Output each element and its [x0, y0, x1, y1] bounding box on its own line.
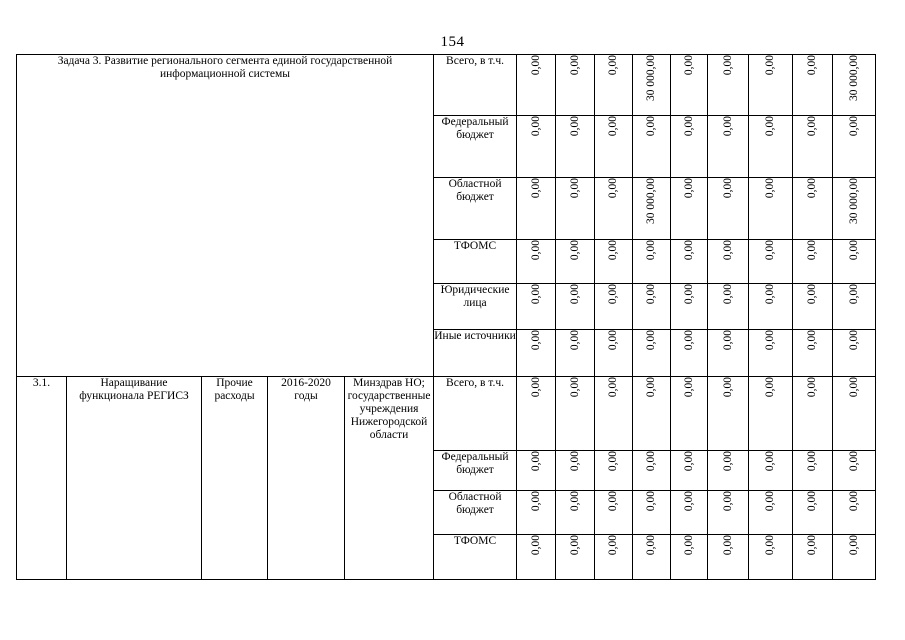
funding-source: Юридические лица — [434, 284, 517, 330]
amount-value: 0,00 — [721, 491, 734, 512]
amount-value: 0,00 — [682, 491, 695, 512]
expense-type: Прочие расходы — [202, 377, 268, 580]
amount-cell — [556, 491, 595, 535]
amount-value: 0,00 — [806, 240, 819, 261]
amount-value: 0,00 — [529, 491, 542, 512]
amount-value: 0,00 — [764, 491, 777, 512]
amount-cell — [833, 240, 876, 284]
amount-cell — [749, 535, 793, 580]
amount-value: 0,00 — [682, 55, 695, 76]
amount-cell — [517, 55, 556, 116]
funding-source: Федеральный бюджет — [434, 451, 517, 491]
amount-value: 0,00 — [847, 535, 860, 556]
amount-cell — [749, 178, 793, 240]
amount-cell — [833, 178, 876, 240]
amount-cell — [708, 116, 749, 178]
amount-cell — [556, 535, 595, 580]
amount-cell — [708, 284, 749, 330]
amount-value: 0,00 — [568, 535, 581, 556]
amount-cell — [556, 451, 595, 491]
funding-source: ТФОМС — [434, 535, 517, 580]
amount-cell — [595, 240, 633, 284]
amount-value: 0,00 — [847, 451, 860, 472]
amount-value: 0,00 — [529, 377, 542, 398]
amount-value: 0,00 — [607, 178, 620, 199]
task-title: Задача 3. Развитие регионального сегмента единой государственной информационной системы — [17, 55, 434, 377]
amount-value: 0,00 — [607, 451, 620, 472]
amount-value: 0,00 — [806, 55, 819, 76]
measure-row — [17, 377, 876, 451]
amount-value: 0,00 — [764, 240, 777, 261]
amount-value: 0,00 — [721, 55, 734, 76]
funding-source: ТФОМС — [434, 240, 517, 284]
amount-value: 0,00 — [568, 491, 581, 512]
amount-cell — [671, 284, 708, 330]
amount-value: 0,00 — [721, 535, 734, 556]
amount-value: 0,00 — [645, 330, 658, 351]
amount-value: 0,00 — [721, 240, 734, 261]
amount-cell — [671, 178, 708, 240]
amount-value: 0,00 — [607, 330, 620, 351]
amount-cell — [517, 330, 556, 377]
amount-value: 0,00 — [607, 491, 620, 512]
funding-source: Всего, в т.ч. — [434, 377, 517, 451]
amount-cell — [708, 330, 749, 377]
amount-cell — [517, 116, 556, 178]
amount-value: 0,00 — [645, 116, 658, 137]
amount-cell — [749, 491, 793, 535]
amount-value: 0,00 — [764, 330, 777, 351]
amount-cell — [671, 377, 708, 451]
amount-cell — [595, 178, 633, 240]
amount-cell — [671, 116, 708, 178]
amount-cell — [633, 491, 671, 535]
amount-value: 0,00 — [764, 178, 777, 199]
amount-value: 0,00 — [806, 377, 819, 398]
amount-value: 30 000,00 — [645, 178, 658, 224]
amount-value: 30 000,00 — [645, 55, 658, 101]
amount-cell — [671, 240, 708, 284]
amount-cell — [595, 55, 633, 116]
amount-cell — [708, 240, 749, 284]
amount-cell — [556, 330, 595, 377]
amount-cell — [793, 451, 833, 491]
amount-cell — [556, 284, 595, 330]
amount-value: 0,00 — [568, 330, 581, 351]
amount-value: 0,00 — [607, 535, 620, 556]
amount-cell — [633, 284, 671, 330]
amount-value: 0,00 — [645, 451, 658, 472]
amount-value: 0,00 — [568, 451, 581, 472]
amount-cell — [793, 535, 833, 580]
amount-value: 0,00 — [764, 55, 777, 76]
amount-cell — [595, 377, 633, 451]
amount-cell — [793, 330, 833, 377]
amount-value: 0,00 — [568, 116, 581, 137]
amount-cell — [633, 178, 671, 240]
amount-cell — [595, 491, 633, 535]
amount-cell — [671, 330, 708, 377]
amount-cell — [833, 116, 876, 178]
amount-value: 0,00 — [645, 535, 658, 556]
amount-cell — [595, 116, 633, 178]
amount-cell — [517, 284, 556, 330]
amount-value: 0,00 — [529, 284, 542, 305]
amount-value: 0,00 — [721, 116, 734, 137]
measure-code: 3.1. — [17, 377, 67, 580]
amount-value: 0,00 — [806, 116, 819, 137]
amount-cell — [517, 535, 556, 580]
amount-value: 0,00 — [721, 284, 734, 305]
amount-value: 0,00 — [847, 284, 860, 305]
amount-cell — [833, 491, 876, 535]
amount-value: 0,00 — [806, 535, 819, 556]
amount-value: 0,00 — [529, 178, 542, 199]
amount-cell — [708, 377, 749, 451]
amount-cell — [749, 55, 793, 116]
amount-value: 0,00 — [607, 116, 620, 137]
amount-value: 0,00 — [806, 284, 819, 305]
amount-value: 0,00 — [847, 491, 860, 512]
amount-value: 0,00 — [721, 178, 734, 199]
period: 2016-2020 годы — [268, 377, 345, 580]
amount-cell — [671, 451, 708, 491]
amount-value: 0,00 — [764, 451, 777, 472]
amount-cell — [708, 535, 749, 580]
amount-value: 0,00 — [682, 377, 695, 398]
amount-value: 0,00 — [847, 116, 860, 137]
amount-cell — [671, 55, 708, 116]
funding-source: Всего, в т.ч. — [434, 55, 517, 116]
amount-value: 0,00 — [645, 491, 658, 512]
amount-cell — [633, 55, 671, 116]
amount-cell — [749, 451, 793, 491]
amount-value: 0,00 — [682, 535, 695, 556]
amount-value: 0,00 — [806, 491, 819, 512]
funding-source: Федеральный бюджет — [434, 116, 517, 178]
amount-cell — [749, 330, 793, 377]
amount-value: 0,00 — [529, 451, 542, 472]
amount-cell — [595, 535, 633, 580]
amount-value: 30 000,00 — [847, 55, 860, 101]
amount-cell — [556, 240, 595, 284]
amount-cell — [833, 330, 876, 377]
amount-cell — [633, 535, 671, 580]
amount-value: 0,00 — [682, 116, 695, 137]
amount-value: 0,00 — [764, 377, 777, 398]
amount-value: 0,00 — [721, 330, 734, 351]
amount-value: 0,00 — [607, 377, 620, 398]
amount-cell — [708, 178, 749, 240]
amount-value: 0,00 — [682, 451, 695, 472]
amount-cell — [793, 240, 833, 284]
amount-cell — [793, 55, 833, 116]
amount-value: 0,00 — [529, 55, 542, 76]
amount-cell — [793, 178, 833, 240]
amount-cell — [556, 116, 595, 178]
task-row — [17, 55, 876, 116]
amount-value: 0,00 — [607, 240, 620, 261]
amount-cell — [633, 330, 671, 377]
amount-value: 0,00 — [682, 240, 695, 261]
amount-cell — [749, 284, 793, 330]
amount-value: 0,00 — [682, 330, 695, 351]
amount-cell — [749, 116, 793, 178]
amount-value: 0,00 — [607, 55, 620, 76]
amount-cell — [595, 451, 633, 491]
amount-cell — [671, 491, 708, 535]
amount-cell — [708, 55, 749, 116]
funding-source: Областной бюджет — [434, 491, 517, 535]
amount-value: 0,00 — [568, 284, 581, 305]
amount-cell — [556, 178, 595, 240]
amount-cell — [833, 535, 876, 580]
amount-cell — [793, 116, 833, 178]
amount-cell — [793, 491, 833, 535]
amount-cell — [671, 535, 708, 580]
amount-cell — [595, 284, 633, 330]
amount-cell — [633, 240, 671, 284]
amount-cell — [749, 240, 793, 284]
amount-value: 0,00 — [645, 377, 658, 398]
amount-value: 0,00 — [529, 240, 542, 261]
amount-cell — [517, 451, 556, 491]
amount-cell — [749, 377, 793, 451]
amount-cell — [517, 178, 556, 240]
amount-cell — [708, 451, 749, 491]
amount-cell — [633, 116, 671, 178]
amount-value: 0,00 — [529, 330, 542, 351]
amount-value: 0,00 — [764, 116, 777, 137]
amount-cell — [556, 55, 595, 116]
funding-source: Иные источники — [434, 330, 517, 377]
budget-table — [16, 54, 876, 580]
amount-cell — [833, 377, 876, 451]
executor: Минздрав НО; государственные учреждения Нижегородской области — [345, 377, 434, 580]
amount-cell — [556, 377, 595, 451]
amount-value: 30 000,00 — [847, 178, 860, 224]
measure-name: Наращивание функционала РЕГИСЗ — [67, 377, 202, 580]
amount-cell — [793, 284, 833, 330]
amount-value: 0,00 — [607, 284, 620, 305]
amount-value: 0,00 — [529, 535, 542, 556]
amount-value: 0,00 — [806, 330, 819, 351]
amount-value: 0,00 — [645, 284, 658, 305]
amount-cell — [793, 377, 833, 451]
amount-value: 0,00 — [721, 377, 734, 398]
amount-value: 0,00 — [529, 116, 542, 137]
amount-value: 0,00 — [847, 377, 860, 398]
amount-value: 0,00 — [568, 240, 581, 261]
amount-value: 0,00 — [847, 330, 860, 351]
amount-value: 0,00 — [568, 55, 581, 76]
amount-value: 0,00 — [568, 178, 581, 199]
amount-value: 0,00 — [645, 240, 658, 261]
amount-cell — [833, 55, 876, 116]
amount-value: 0,00 — [847, 240, 860, 261]
amount-value: 0,00 — [682, 178, 695, 199]
amount-cell — [708, 491, 749, 535]
amount-value: 0,00 — [721, 451, 734, 472]
amount-cell — [517, 491, 556, 535]
amount-value: 0,00 — [682, 284, 695, 305]
funding-source: Областной бюджет — [434, 178, 517, 240]
amount-value: 0,00 — [568, 377, 581, 398]
amount-cell — [833, 284, 876, 330]
amount-cell — [517, 377, 556, 451]
amount-cell — [833, 451, 876, 491]
amount-value: 0,00 — [764, 535, 777, 556]
amount-cell — [633, 451, 671, 491]
amount-value: 0,00 — [806, 451, 819, 472]
amount-value: 0,00 — [764, 284, 777, 305]
amount-cell — [517, 240, 556, 284]
amount-value: 0,00 — [806, 178, 819, 199]
amount-cell — [633, 377, 671, 451]
amount-cell — [595, 330, 633, 377]
page-number: 154 — [440, 34, 465, 50]
